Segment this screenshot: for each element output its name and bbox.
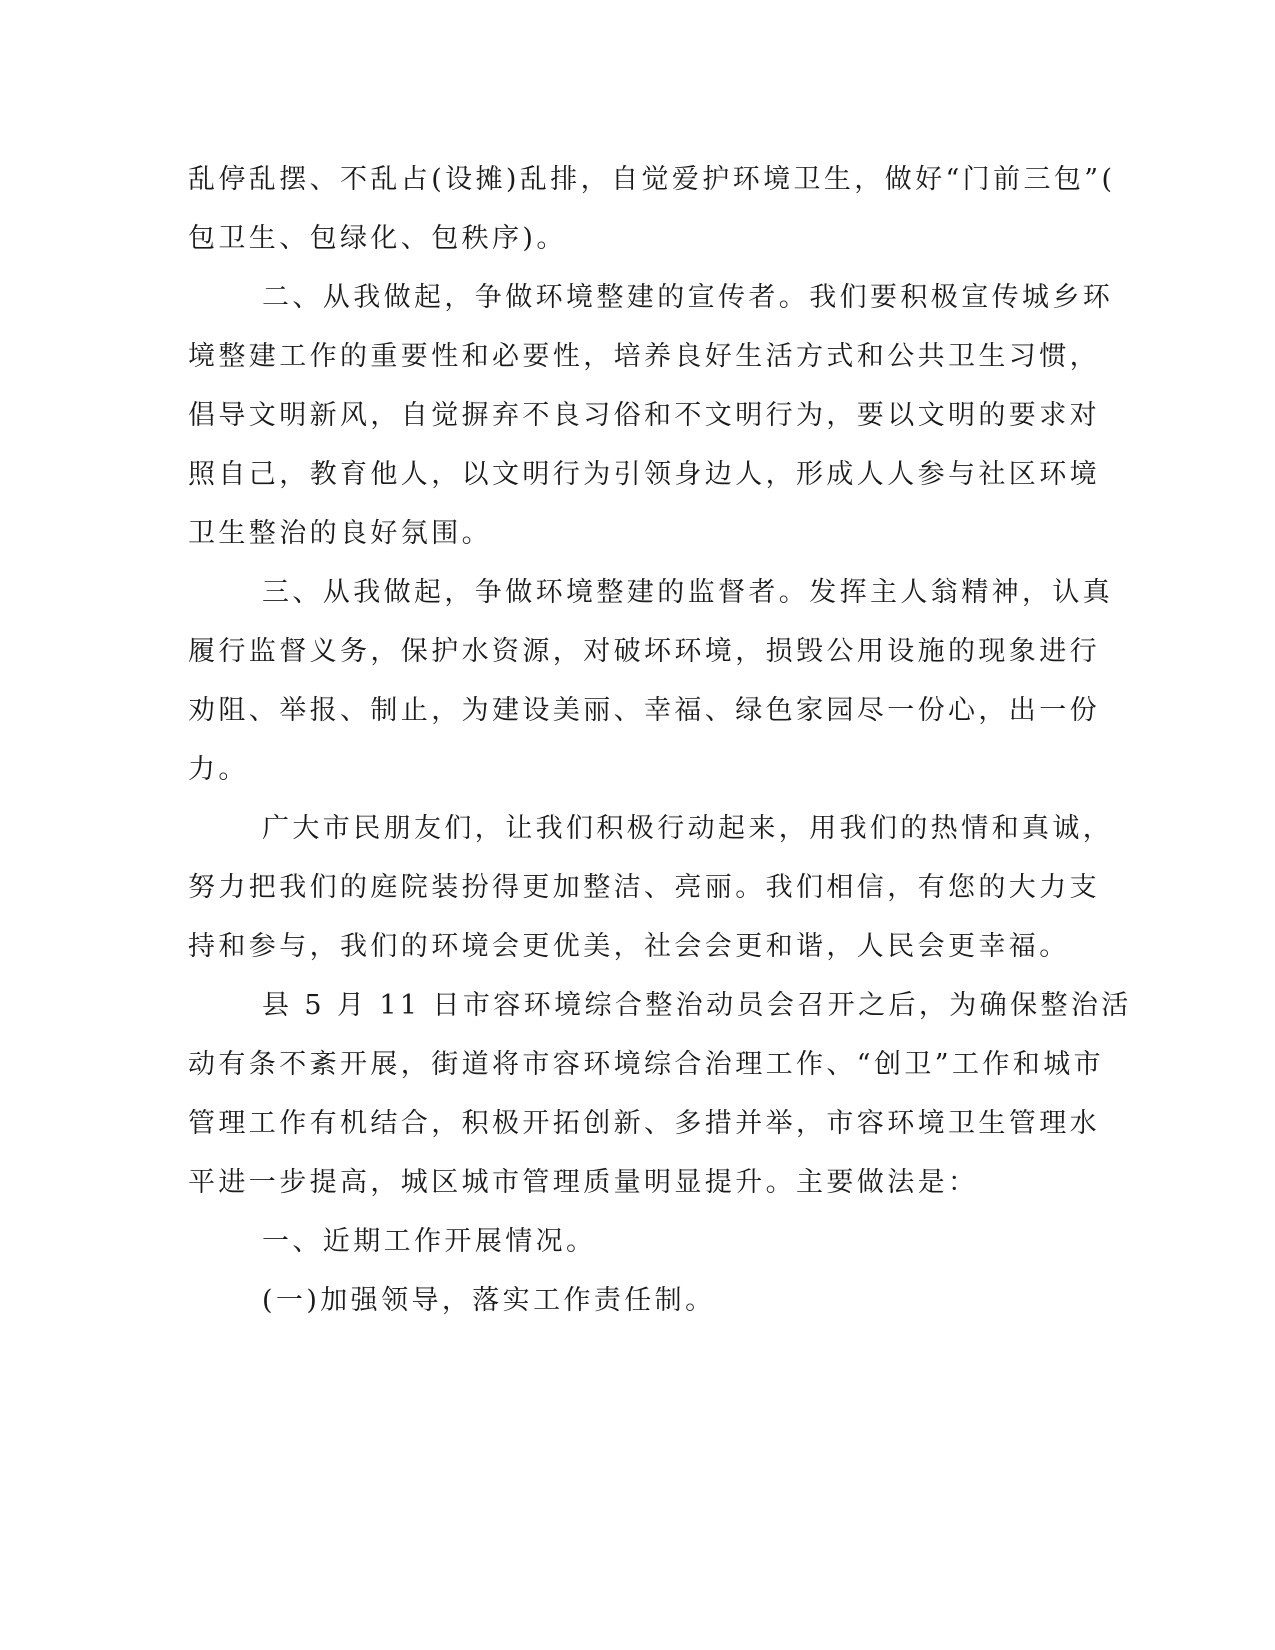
paragraph-5-line-1: 县 5 月 11 日市容环境综合整治动员会召开之后，为确保整治活	[262, 990, 1132, 1021]
paragraph-4-line-1: 广大市民朋友们，让我们积极行动起来，用我们的热情和真诚，	[262, 813, 1114, 844]
paragraph-2-line-1: 二、从我做起，争做环境整建的宣传者。我们要积极宣传城乡环	[262, 282, 1114, 313]
paragraph-3-line-1: 三、从我做起，争做环境整建的监督者。发挥主人翁精神，认真	[262, 577, 1114, 608]
paragraph-2-line-5: 卫生整治的良好氛围。	[188, 518, 492, 549]
section-heading: 一、近期工作开展情况。	[262, 1226, 597, 1257]
paragraph-3-line-4: 力。	[188, 754, 249, 785]
paragraph-4-line-2: 努力把我们的庭院装扮得更加整洁、亮丽。我们相信，有您的大力支	[188, 872, 1100, 903]
paragraph-3-line-2: 履行监督义务，保护水资源，对破坏环境，损毁公用设施的现象进行	[188, 636, 1100, 667]
paragraph-5-line-4: 平进一步提高，城区城市管理质量明显提升。主要做法是：	[188, 1167, 979, 1198]
paragraph-5-line-3: 管理工作有机结合，积极开拓创新、多措并举，市容环境卫生管理水	[188, 1108, 1100, 1139]
subsection-heading: (一)加强领导，落实工作责任制。	[262, 1285, 716, 1316]
paragraph-2-line-4: 照自己，教育他人，以文明行为引领身边人，形成人人参与社区环境	[188, 459, 1100, 490]
paragraph-3-line-3: 劝阻、举报、制止，为建设美丽、幸福、绿色家园尽一份心，出一份	[188, 695, 1100, 726]
paragraph-4-line-3: 持和参与，我们的环境会更优美，社会会更和谐，人民会更幸福。	[188, 931, 1070, 962]
paragraph-1-line-1: 乱停乱摆、不乱占(设摊)乱排，自觉爱护环境卫生，做好“门前三包”(	[188, 164, 1116, 195]
paragraph-2-line-3: 倡导文明新风，自觉摒弃不良习俗和不文明行为，要以文明的要求对	[188, 400, 1100, 431]
paragraph-1-line-2: 包卫生、包绿化、包秩序)。	[188, 223, 567, 254]
paragraph-2-line-2: 境整建工作的重要性和必要性，培养良好生活方式和公共卫生习惯，	[188, 341, 1100, 372]
paragraph-5-line-2: 动有条不紊开展，街道将市容环境综合治理工作、“创卫”工作和城市	[188, 1049, 1105, 1080]
